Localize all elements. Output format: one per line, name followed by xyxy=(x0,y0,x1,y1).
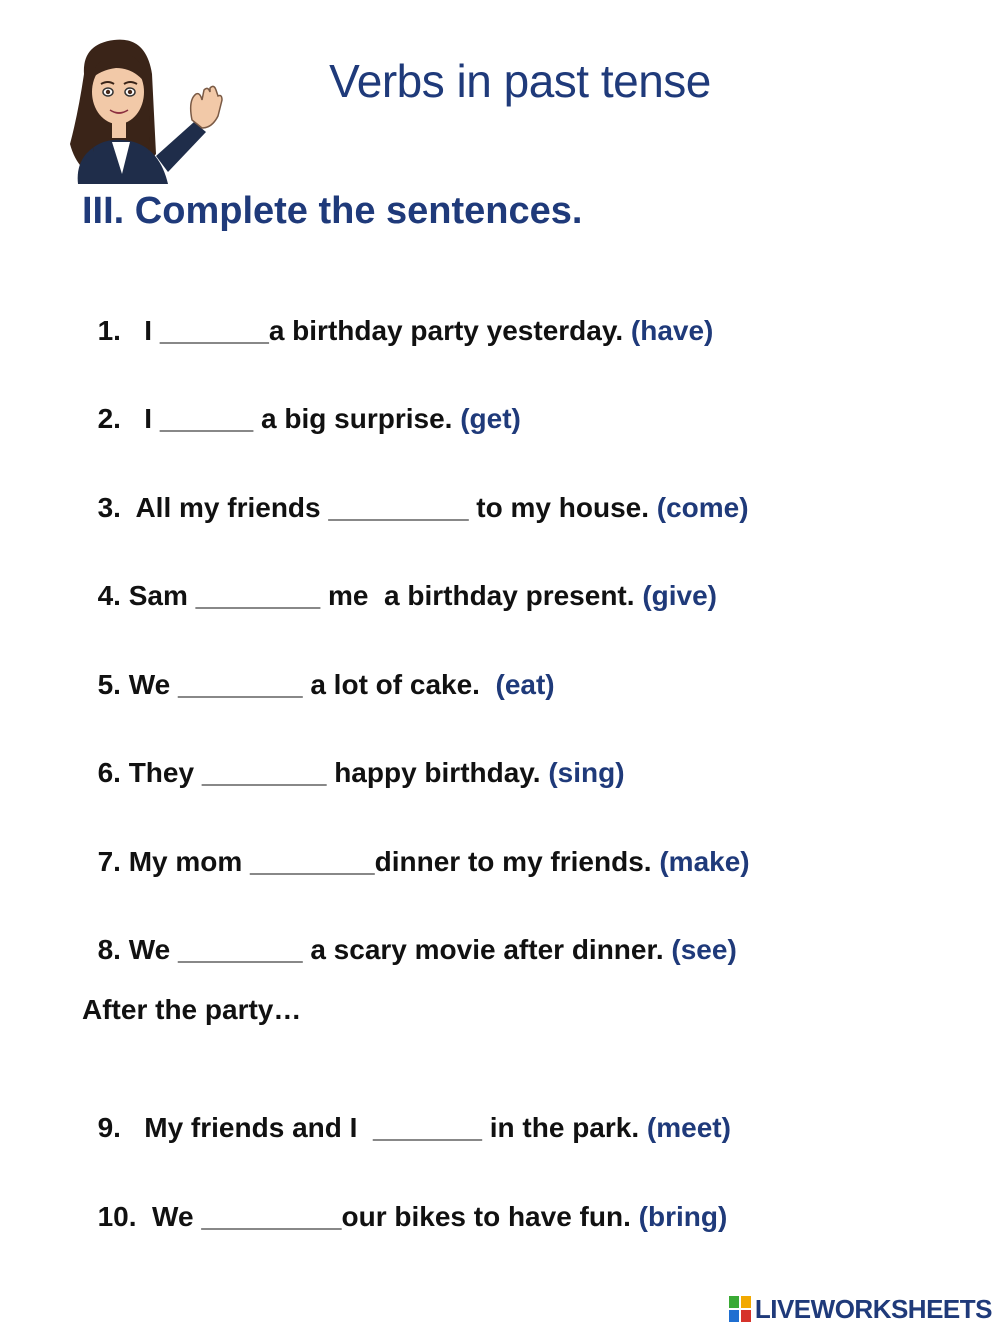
item-verb-hint: (get) xyxy=(460,403,521,434)
section-heading: III. Complete the sentences. xyxy=(82,190,583,232)
item-text: We _________our bikes to have fun. xyxy=(136,1201,639,1232)
sentence-item-10 xyxy=(82,1169,728,1232)
liveworksheets-logo-icon xyxy=(729,1296,751,1322)
item-verb-hint: (bring) xyxy=(638,1201,728,1232)
item-verb-hint: (have) xyxy=(630,315,714,346)
sentence-item-7 xyxy=(82,814,750,877)
item-number: 3. xyxy=(97,492,121,523)
sentence-item-4 xyxy=(82,548,717,611)
item-number: 2. xyxy=(97,403,121,434)
item-number: 7. xyxy=(97,846,121,877)
worksheet-title: Verbs in past tense xyxy=(329,55,711,107)
item-number: 9. xyxy=(97,1112,121,1143)
item-verb-hint: (make) xyxy=(659,846,750,877)
sentence-item-6 xyxy=(82,725,625,788)
item-number: 5. xyxy=(97,669,121,700)
item-verb-hint: (give) xyxy=(642,580,717,611)
sentence-item-5 xyxy=(82,637,555,700)
item-number: 10. xyxy=(97,1201,137,1232)
item-text: My mom ________dinner to my friends. xyxy=(120,846,660,877)
item-number: 4. xyxy=(97,580,121,611)
item-text: I _______a birthday party yesterday. xyxy=(120,315,631,346)
item-text: My friends and I _______ in the park. xyxy=(120,1112,647,1143)
item-text: They ________ happy birthday. xyxy=(120,757,549,788)
item-text: All my friends _________ to my house. xyxy=(120,492,657,523)
sentence-item-1 xyxy=(82,283,714,346)
item-number: 6. xyxy=(97,757,121,788)
sentence-item-8 xyxy=(82,902,737,965)
item-verb-hint: (meet) xyxy=(646,1112,731,1143)
item-verb-hint: (eat) xyxy=(495,669,555,700)
item-verb-hint: (see) xyxy=(671,934,737,965)
liveworksheets-watermark xyxy=(729,1294,992,1324)
item-text: We ________ a lot of cake. xyxy=(120,669,496,700)
sentence-item-3 xyxy=(82,460,749,523)
sentence-item-2 xyxy=(82,371,521,434)
item-verb-hint: (come) xyxy=(656,492,749,523)
item-text: Sam ________ me a birthday present. xyxy=(120,580,643,611)
after-party-subheading: After the party… xyxy=(82,994,302,1025)
item-verb-hint: (sing) xyxy=(548,757,625,788)
item-text: I ______ a big surprise. xyxy=(120,403,461,434)
item-text: We ________ a scary movie after dinner. xyxy=(120,934,672,965)
item-number: 8. xyxy=(97,934,121,965)
sentence-item-9 xyxy=(82,1080,731,1143)
watermark-text: LIVEWORKSHEETS xyxy=(754,1293,992,1324)
item-number: 1. xyxy=(97,315,121,346)
